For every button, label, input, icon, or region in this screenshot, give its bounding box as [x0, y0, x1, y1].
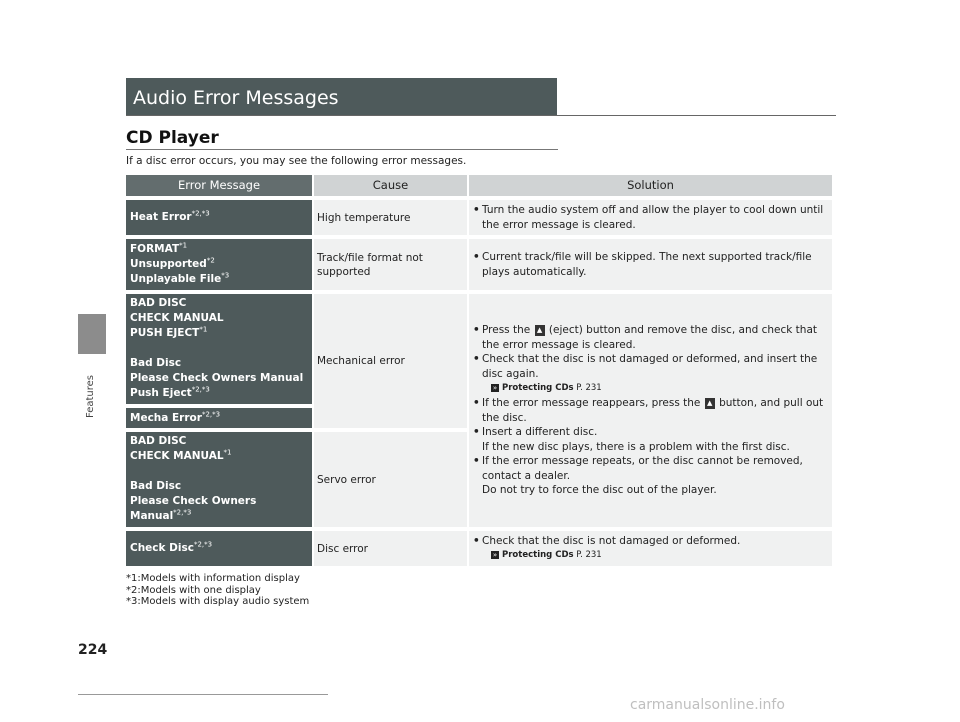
error-message: Heat Error [130, 211, 192, 223]
cross-reference[interactable] [473, 548, 828, 563]
solution-text: If the error message reappears, press the [482, 397, 701, 410]
solution-cell: • Turn the audio system off and allow the player to cool down until the error message is cleared. [469, 200, 832, 235]
solution-text: (eject) button and remove the disc, and check that the error message is cleared. [482, 324, 817, 351]
reference-page: P. 231 [576, 550, 602, 561]
solution-bullet: Turn the audio system off and allow the player to cool down until the error message is cleared. [482, 204, 824, 231]
solution-cell: • Current track/file will be skipped. The next supported track/file plays automatically. [469, 239, 832, 290]
cause-cell: Disc error [314, 531, 467, 566]
reference-page: P. 231 [576, 383, 602, 394]
footnote: *2:Models with one display [126, 584, 261, 596]
solution-text: Press the [482, 324, 531, 337]
error-message: Bad Disc [130, 357, 182, 369]
solution-bullet: Check that the disc is not damaged or deformed. [482, 534, 741, 547]
chapter-label: Features [85, 375, 96, 418]
error-message: Check Disc [130, 542, 194, 554]
error-message: BAD DISC [130, 297, 187, 309]
footnotes [126, 573, 309, 608]
error-message: CHECK MANUAL [130, 450, 224, 462]
solution-bullet: Current track/file will be skipped. The next supported track/file plays automatically. [482, 251, 812, 278]
error-message: FORMAT [130, 243, 180, 255]
footnote-ref: *2,*3 [193, 540, 213, 549]
cross-reference[interactable] [473, 381, 828, 396]
solution-cell: • Press the ▲ (eject) button and remove the disc, and check that the error message is cleared. • Check that the disc is not damaged or deformed, and insert the disc again. » Protecting CDs P. 231 • If the error message reappears, press the ▲ button, and pull out the disc. • Insert a different disc. If the new disc plays, there is a problem with the first disc. • If the error message repeats, or the disc cannot be removed, contact a dealer. Do not try to force the disc out of the player. [469, 294, 832, 527]
solution-text: If the error message repeats, or the disc cannot be removed, contact a dealer. [482, 455, 803, 482]
reference-arrow-icon: » [492, 550, 498, 559]
section-divider [126, 149, 558, 150]
error-message: Mecha Error [130, 411, 202, 424]
eject-icon: ▲ [535, 325, 545, 336]
solution-cell: • Check that the disc is not damaged or deformed. » Protecting CDs P. 231 [469, 531, 832, 566]
column-header-cause: Cause [314, 175, 467, 196]
footnote-ref: *3 [221, 271, 230, 280]
error-message: Please Check Owners [130, 495, 257, 507]
reference-label: Protecting CDs [502, 550, 574, 561]
table-row-mecha-error [126, 408, 312, 428]
eject-icon: ▲ [705, 398, 715, 409]
column-header-solution: Solution [469, 175, 832, 196]
solution-text: If the new disc plays, there is a problem with the first disc. [482, 440, 790, 453]
table-row-check-disc [126, 531, 312, 566]
table-row-bad-disc-servo [126, 432, 312, 527]
error-message: PUSH EJECT [130, 327, 200, 339]
error-message: Bad Disc [130, 480, 182, 492]
error-message: Unsupported [130, 258, 207, 270]
table-row-bad-disc-mechanical [126, 294, 312, 404]
table-row-format [126, 239, 312, 290]
solution-text: button, and pull out the disc. [482, 397, 824, 424]
footnote: *1:Models with information display [126, 573, 300, 584]
footnote-ref: *1 [223, 448, 232, 457]
cause-cell: High temperature [314, 200, 467, 235]
footnote-ref: *2 [206, 256, 215, 265]
cause-cell: Servo error [314, 432, 467, 527]
error-message: CHECK MANUAL [130, 312, 224, 324]
footnote: *3:Models with display audio system [126, 596, 310, 607]
footnote-ref: *2,*3 [191, 209, 210, 218]
solution-text: Insert a different disc. [482, 426, 598, 439]
error-message: Unplayable File [130, 273, 222, 285]
footnote-ref: *2,*3 [201, 410, 221, 418]
error-message: Push Eject [130, 387, 192, 399]
page-title: Audio Error Messages [126, 78, 557, 115]
page-number: 224 [78, 642, 108, 658]
page-divider [78, 694, 328, 695]
intro-text: If a disc error occurs, you may see the following error messages. [126, 155, 467, 167]
error-message: Manual [130, 510, 174, 522]
solution-bullet: Check that the disc is not damaged or deformed, and insert the disc again. [482, 353, 818, 380]
footnote-ref: *1 [179, 241, 188, 250]
section-title: CD Player [126, 128, 219, 148]
reference-label: Protecting CDs [502, 383, 574, 394]
footnote-ref: *1 [199, 325, 208, 334]
error-message: BAD DISC [130, 435, 187, 447]
table-row-heat-error [126, 200, 312, 235]
watermark: carmanualsonline.info [630, 697, 785, 713]
footnote-ref: *2,*3 [173, 508, 192, 517]
cause-cell: Mechanical error [314, 294, 467, 428]
column-header-error-message: Error Message [126, 175, 312, 196]
title-divider [126, 115, 836, 116]
reference-arrow-icon: » [492, 383, 498, 392]
footnote-ref: *2,*3 [191, 385, 210, 394]
chapter-tab [78, 314, 106, 354]
solution-text: Do not try to force the disc out of the player. [482, 484, 717, 497]
error-message: Please Check Owners Manual [130, 372, 304, 384]
cause-cell: Track/file format not supported [314, 239, 467, 290]
